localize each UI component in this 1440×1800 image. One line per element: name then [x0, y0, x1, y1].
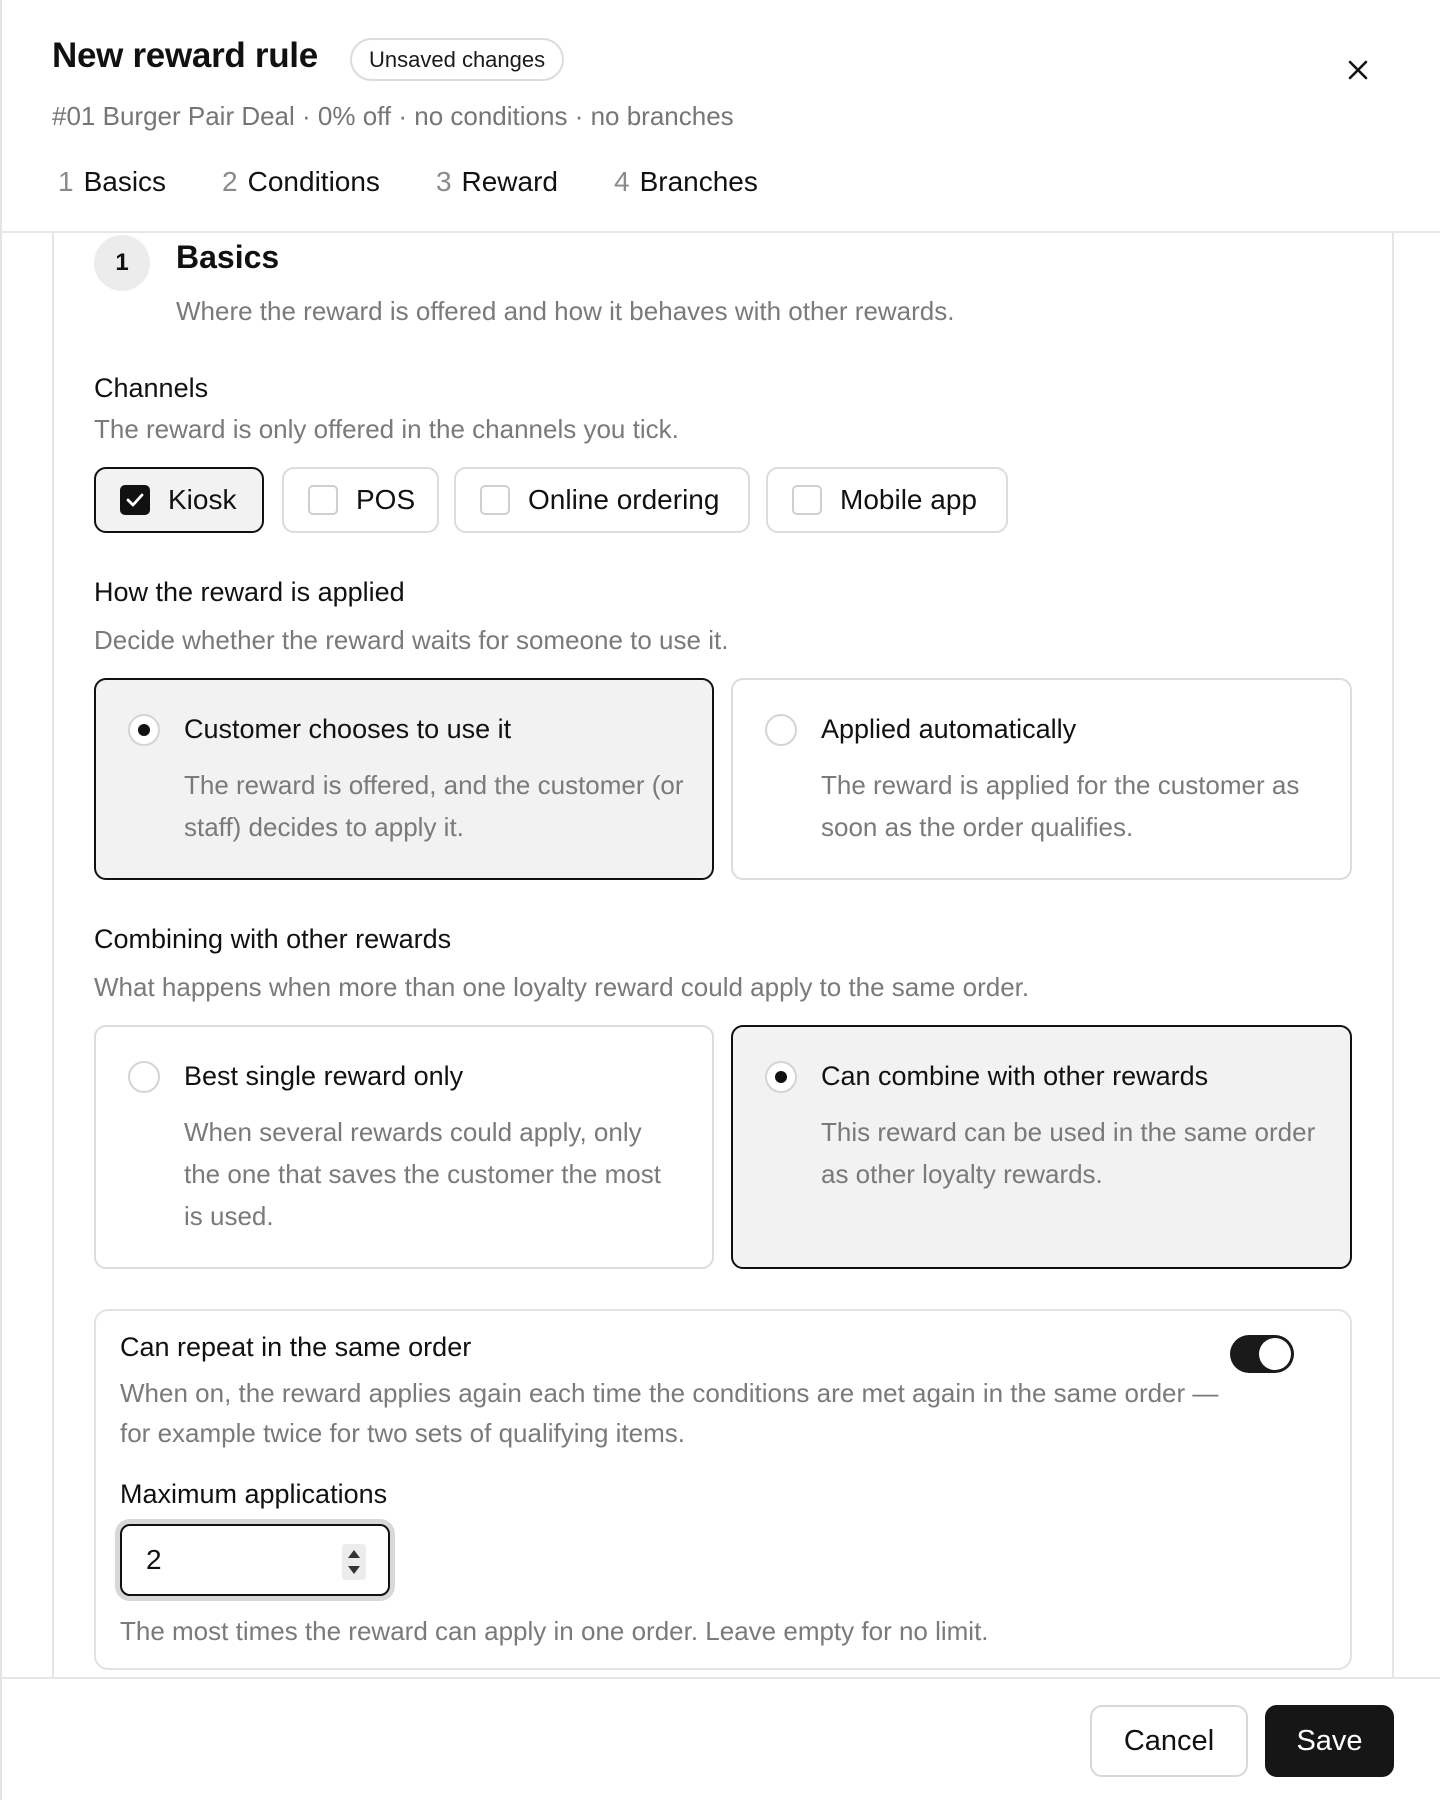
- option-title: Can combine with other rewards: [821, 1061, 1209, 1091]
- save-button[interactable]: Save: [1265, 1705, 1394, 1777]
- channel-label: POS: [356, 484, 416, 515]
- checkbox-icon[interactable]: [792, 485, 822, 515]
- option-description: This reward can be used in the same order as other loyalty rewards.: [821, 1117, 1316, 1189]
- max-applications-help: The most times the reward can apply in one order. Leave empty for no limit.: [120, 1616, 989, 1646]
- apply-label: How the reward is applied: [94, 577, 405, 607]
- channel-pos[interactable]: [282, 467, 439, 533]
- stepper-down-icon[interactable]: [348, 1566, 360, 1574]
- option-best-single-reward[interactable]: [94, 1025, 714, 1269]
- step-label: Reward: [461, 166, 558, 197]
- combine-label: Combining with other rewards: [94, 924, 452, 954]
- channel-kiosk[interactable]: [94, 467, 264, 533]
- combine-help: What happens when more than one loyalty reward could apply to the same order.: [94, 972, 1030, 1002]
- radio-selected-icon[interactable]: [128, 714, 160, 746]
- step-label: Conditions: [247, 166, 380, 197]
- dialog-header: [2, 0, 1440, 233]
- option-title: Best single reward only: [184, 1061, 464, 1091]
- option-can-combine[interactable]: [731, 1025, 1352, 1269]
- step-label: Basics: [83, 166, 167, 197]
- close-button[interactable]: [1336, 48, 1380, 92]
- max-applications-label: Maximum applications: [120, 1479, 388, 1509]
- option-description: The reward is applied for the customer as soon as the order qualifies.: [821, 770, 1300, 842]
- cancel-button[interactable]: Cancel: [1090, 1705, 1248, 1777]
- tab-reward[interactable]: [436, 166, 558, 198]
- step-number: 3: [435, 166, 452, 197]
- option-description: The reward is offered, and the customer (or staff) decides to apply it.: [184, 770, 684, 842]
- max-applications-input[interactable]: [120, 1524, 390, 1596]
- checkbox-icon[interactable]: [308, 485, 338, 515]
- channel-label: Kiosk: [168, 484, 237, 515]
- apply-help: Decide whether the reward waits for someone to use it.: [94, 625, 729, 655]
- tab-basics[interactable]: [58, 166, 166, 198]
- channel-online-ordering[interactable]: [454, 467, 750, 533]
- channel-mobile-app[interactable]: [766, 467, 1008, 533]
- step-number: 1: [58, 166, 74, 197]
- number-stepper[interactable]: [342, 1544, 366, 1580]
- radio-icon[interactable]: [765, 714, 797, 746]
- step-number: 2: [222, 166, 238, 197]
- toggle-knob: [1259, 1338, 1291, 1370]
- step-label: Branches: [639, 166, 758, 197]
- option-title: Customer chooses to use it: [184, 714, 512, 744]
- dialog-footer: [2, 1677, 1440, 1800]
- step-number: 4: [614, 166, 630, 197]
- radio-selected-icon[interactable]: [765, 1061, 797, 1093]
- dialog-title: New reward rule: [52, 36, 318, 75]
- section-title: Basics: [176, 239, 280, 275]
- max-applications-value: 2: [146, 1544, 162, 1575]
- stepper-up-icon[interactable]: [348, 1550, 360, 1558]
- channel-label: Mobile app: [840, 484, 977, 515]
- repeat-help: When on, the reward applies again each time the conditions are met again in the same order — for example twice for two sets of qualifying items.: [120, 1378, 1219, 1448]
- checkbox-checked-icon[interactable]: [120, 485, 150, 515]
- unsaved-changes-badge: Unsaved changes: [350, 38, 564, 81]
- radio-icon[interactable]: [128, 1061, 160, 1093]
- option-title: Applied automatically: [821, 714, 1077, 744]
- repeat-label: Can repeat in the same order: [120, 1332, 472, 1362]
- option-customer-chooses[interactable]: [94, 678, 714, 880]
- tab-conditions[interactable]: [222, 166, 380, 198]
- close-icon: [1336, 48, 1380, 92]
- checkbox-icon[interactable]: [480, 485, 510, 515]
- repeat-toggle[interactable]: [1230, 1335, 1294, 1373]
- channels-help: The reward is only offered in the channels you tick.: [94, 414, 679, 444]
- dialog-body[interactable]: [52, 233, 1394, 1677]
- channels-label: Channels: [94, 373, 209, 403]
- option-description: When several rewards could apply, only the one that saves the customer the most is used.: [184, 1117, 661, 1231]
- section-step-number: 1: [94, 235, 150, 291]
- rule-summary: #01 Burger Pair Deal · 0% off · no conditions · no branches: [52, 101, 734, 131]
- tab-branches[interactable]: [614, 166, 758, 198]
- step-tabs: [58, 166, 814, 198]
- channel-label: Online ordering: [528, 484, 720, 515]
- section-description: Where the reward is offered and how it behaves with other rewards.: [176, 296, 955, 326]
- option-applied-automatically[interactable]: [731, 678, 1352, 880]
